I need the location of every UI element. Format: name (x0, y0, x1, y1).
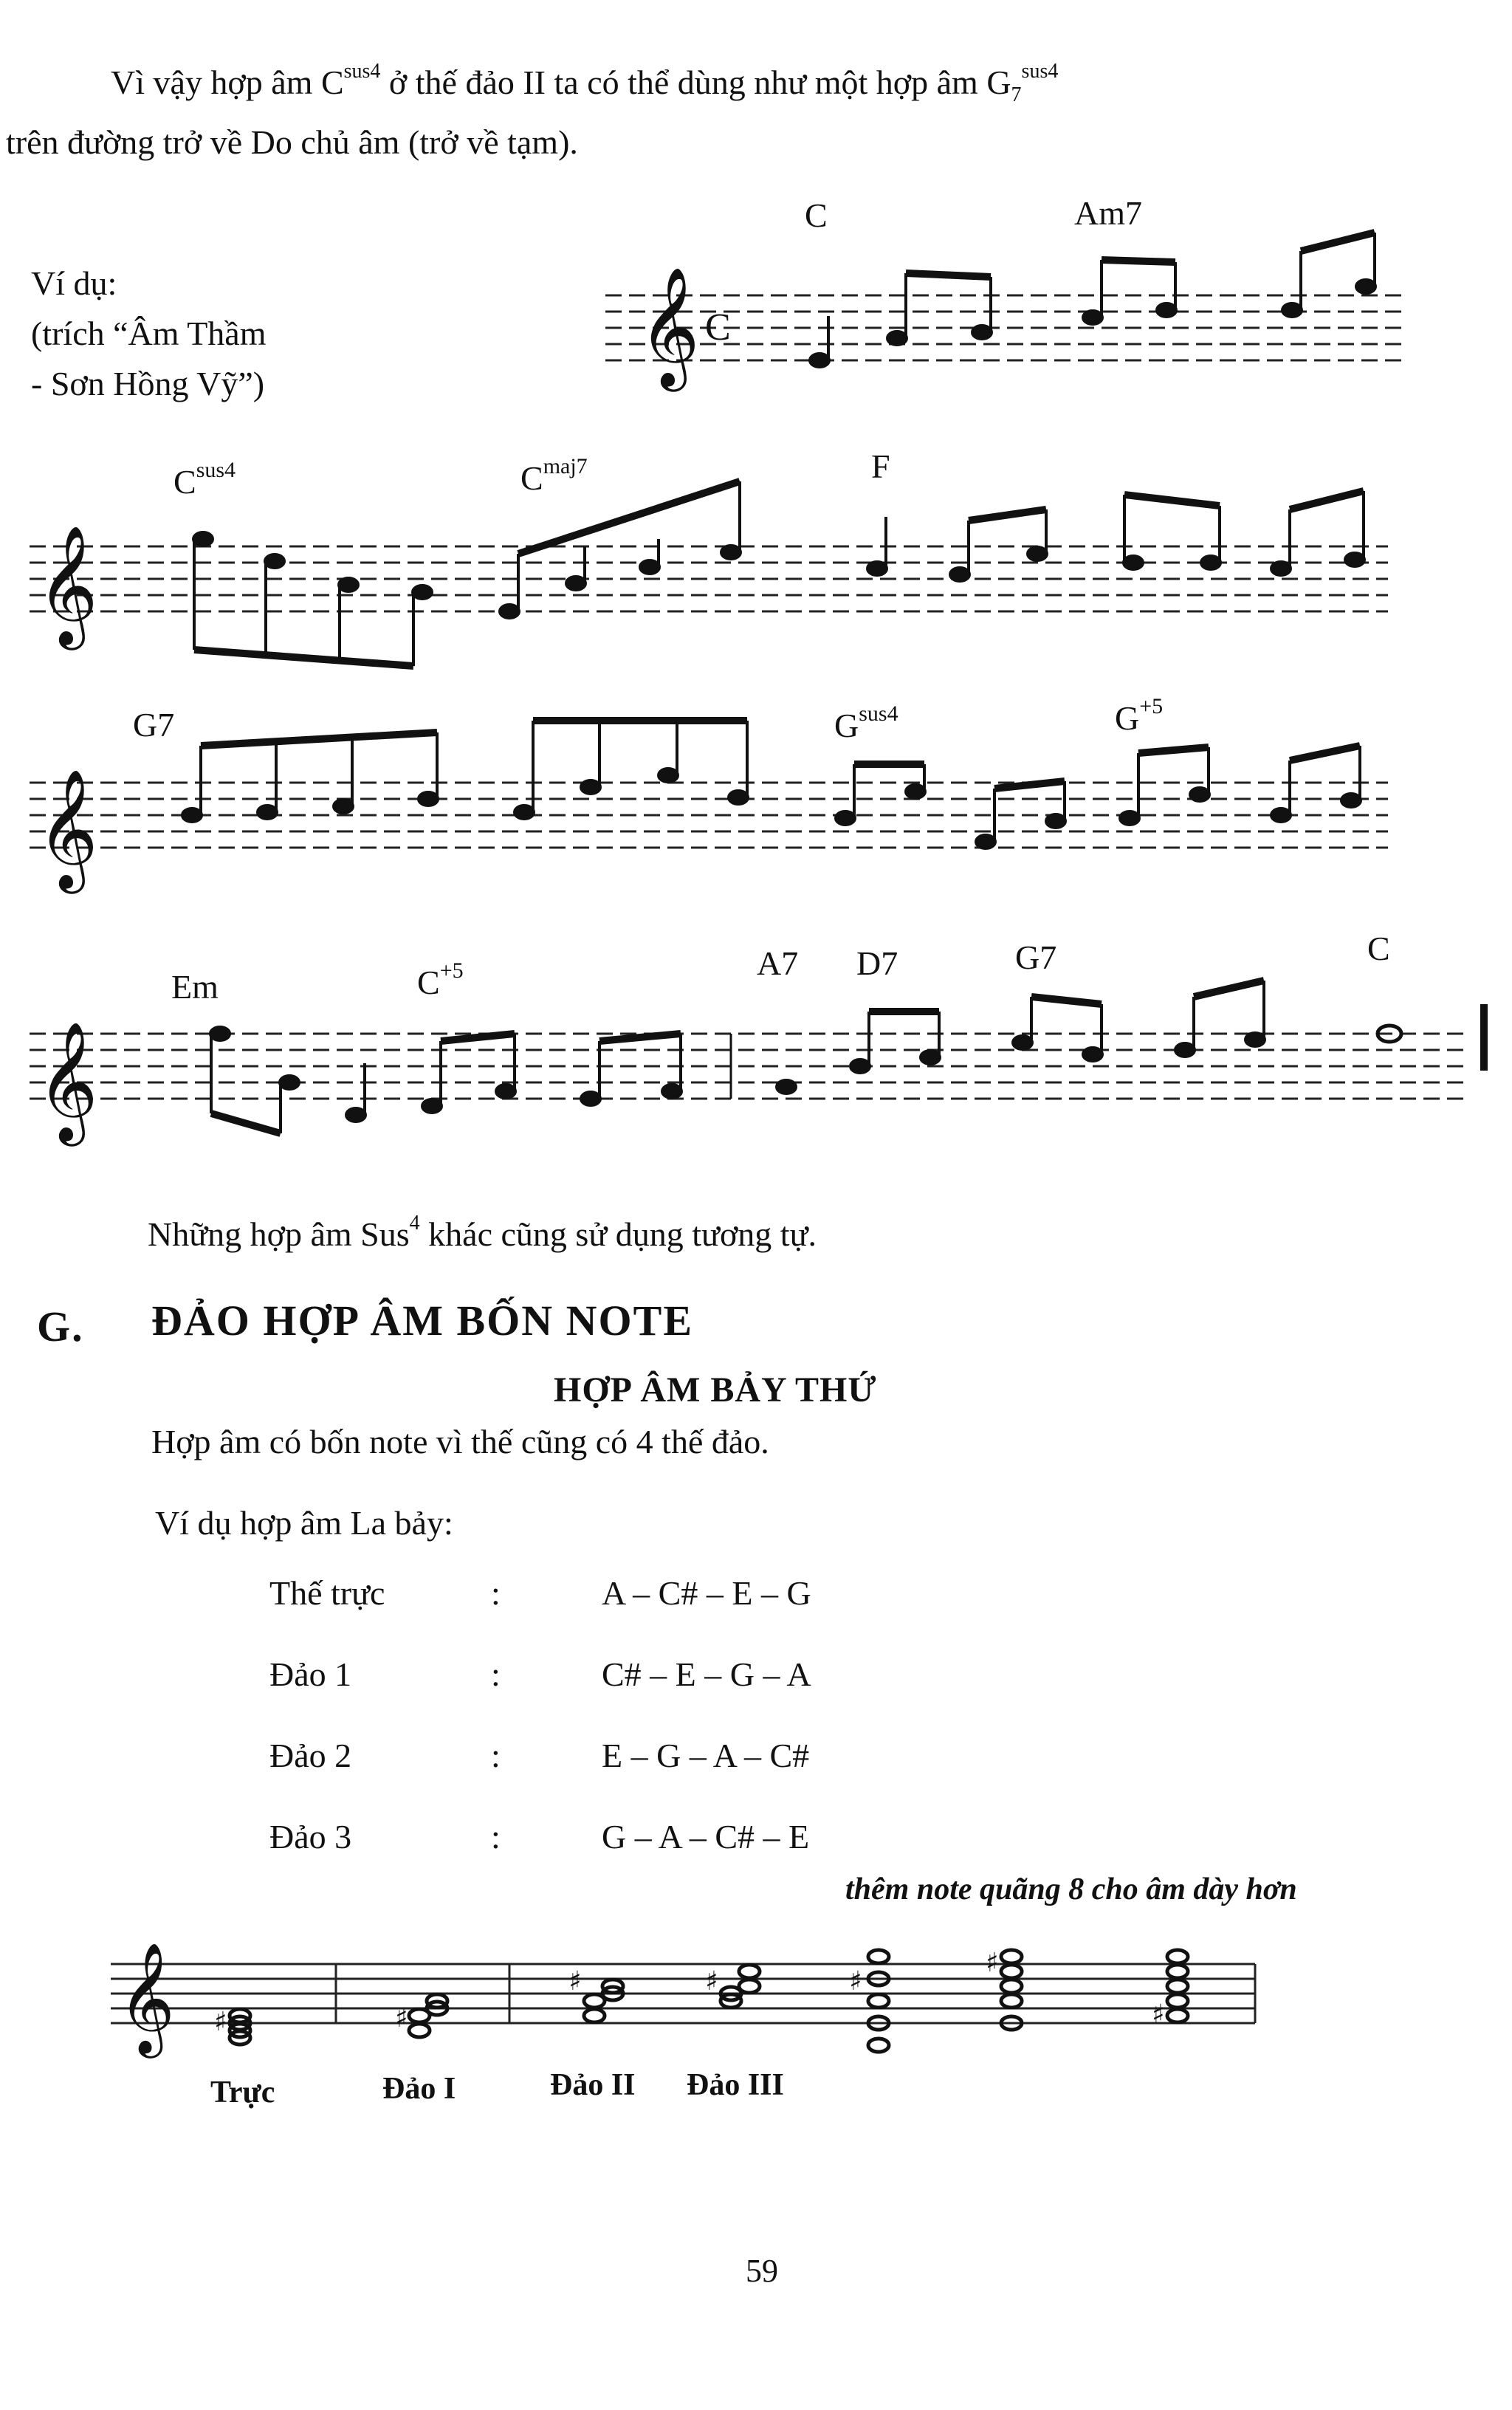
inversion-separator: : (491, 1655, 501, 1693)
chord-name: G7 (133, 706, 175, 744)
chord-symbol (805, 196, 828, 235)
inversion-notes: G – A – C# – E (602, 1818, 810, 1855)
intro-line-1 (111, 59, 1058, 108)
inversion-name: Thế trực (269, 1574, 385, 1612)
intro-text: ở thế đảo II ta có thể dùng như một hợp âm G (380, 63, 1011, 101)
chord-name: G (834, 707, 859, 744)
chord-quality: +5 (439, 958, 464, 983)
sus-superscript: sus4 (1021, 60, 1059, 83)
inversion-notes: E – G – A – C# (602, 1737, 810, 1774)
chord-name: G7 (1015, 938, 1057, 976)
inversion-notes: A – C# – E – G (602, 1574, 811, 1612)
section-subtitle: HỢP ÂM BẢY THỨ (554, 1370, 877, 1410)
chord-quality: sus4 (196, 458, 236, 482)
chord-symbol (133, 705, 174, 744)
svg-text:♯: ♯ (705, 1966, 718, 1997)
chord-name: D7 (856, 944, 898, 982)
octave-note: thêm note quãng 8 cho âm dày hơn (845, 1872, 1297, 1906)
chord-name: C (520, 459, 543, 497)
svg-text:♯: ♯ (214, 2007, 227, 2037)
inversion-row (269, 1573, 811, 1613)
inversion-label: Đảo I (382, 2072, 456, 2106)
chord-name: F (871, 447, 890, 485)
chord-quality: maj7 (543, 454, 588, 478)
example-label-line: (trích “Âm Thầm (31, 315, 267, 352)
section-letter: G. (37, 1302, 84, 1350)
section-example: Ví dụ hợp âm La bảy: (155, 1504, 453, 1542)
chord-symbol (834, 701, 898, 745)
inversion-name: Đảo 3 (269, 1818, 352, 1855)
page-number: 59 (746, 2253, 778, 2289)
inversion-row (269, 1735, 809, 1776)
svg-text:♯: ♯ (1152, 1999, 1165, 2030)
time-signature: C (705, 306, 731, 349)
chord-symbol (417, 958, 464, 1002)
chord-symbol (520, 454, 588, 498)
svg-text:♯: ♯ (986, 1948, 999, 1978)
intro-text: Vì vậy hợp âm C (111, 63, 344, 101)
section-intro: Hợp âm có bốn note vì thế cũng có 4 thế đảo. (151, 1423, 769, 1460)
sus-note-text: khác cũng sử dụng tương tự. (419, 1215, 817, 1253)
chord-symbol (757, 944, 798, 983)
chord-quality: sus4 (859, 701, 898, 726)
svg-text:♯: ♯ (395, 2003, 408, 2033)
chord-name: A7 (757, 944, 799, 982)
chord-symbol (173, 458, 236, 501)
chord-name: C (1367, 930, 1390, 967)
inversion-name: Đảo 2 (269, 1737, 352, 1774)
inversion-separator: : (491, 1818, 501, 1855)
inversion-label: Trực (210, 2076, 275, 2109)
sus-note (148, 1211, 817, 1254)
sus-superscript: sus4 (343, 60, 381, 83)
inversion-label: Đảo III (687, 2068, 784, 2102)
subscript: 7 (1011, 83, 1022, 107)
inversion-row (269, 1816, 809, 1857)
inversion-notes: C# – E – G – A (602, 1655, 811, 1693)
treble-clef-icon: 𝄞 (118, 1941, 175, 2053)
section-title: ĐẢO HỢP ÂM BỐN NOTE (151, 1297, 694, 1345)
intro-line-2: trên đường trở về Do chủ âm (trở về tạm). (6, 123, 578, 161)
music-staff-1 (0, 251, 1512, 399)
chord-symbol (1015, 938, 1056, 977)
chord-name: Am7 (1074, 194, 1142, 232)
svg-text:♯: ♯ (568, 1966, 582, 1997)
example-label-line: Ví dụ: (31, 264, 117, 302)
chord-symbol (1074, 193, 1142, 233)
music-staff-3 (0, 753, 1512, 901)
music-staff-2 (0, 509, 1512, 679)
treble-clef-icon: 𝄞 (639, 267, 700, 387)
svg-text:♯: ♯ (849, 1966, 862, 1997)
chord-symbol (171, 967, 219, 1006)
chord-symbol (856, 944, 898, 983)
example-label-line: - Sơn Hồng Vỹ”) (31, 365, 265, 402)
chord-name: C (417, 964, 440, 1001)
inversion-row (269, 1654, 811, 1695)
sus-superscript: 4 (409, 1212, 420, 1235)
chord-name: C (805, 196, 828, 234)
treble-clef-icon: 𝄞 (37, 1021, 98, 1142)
music-staff-4 (0, 1004, 1512, 1167)
chord-name: Em (171, 968, 219, 1006)
treble-clef-icon: 𝄞 (37, 525, 98, 645)
treble-clef-icon: 𝄞 (37, 769, 98, 889)
sus-note-text: Những hợp âm Sus (148, 1215, 410, 1253)
inversion-name: Đảo 1 (269, 1655, 352, 1693)
chord-name: G (1115, 699, 1140, 737)
inversion-label: Đảo II (550, 2068, 636, 2102)
chord-symbol (1115, 694, 1163, 738)
chord-quality: +5 (1139, 694, 1164, 718)
inversion-separator: : (491, 1574, 501, 1612)
chord-symbol (1367, 929, 1390, 968)
chord-name: C (173, 463, 196, 501)
inversion-separator: : (491, 1737, 501, 1774)
chord-symbol (871, 447, 890, 486)
inversion-staff (0, 1920, 1512, 2082)
